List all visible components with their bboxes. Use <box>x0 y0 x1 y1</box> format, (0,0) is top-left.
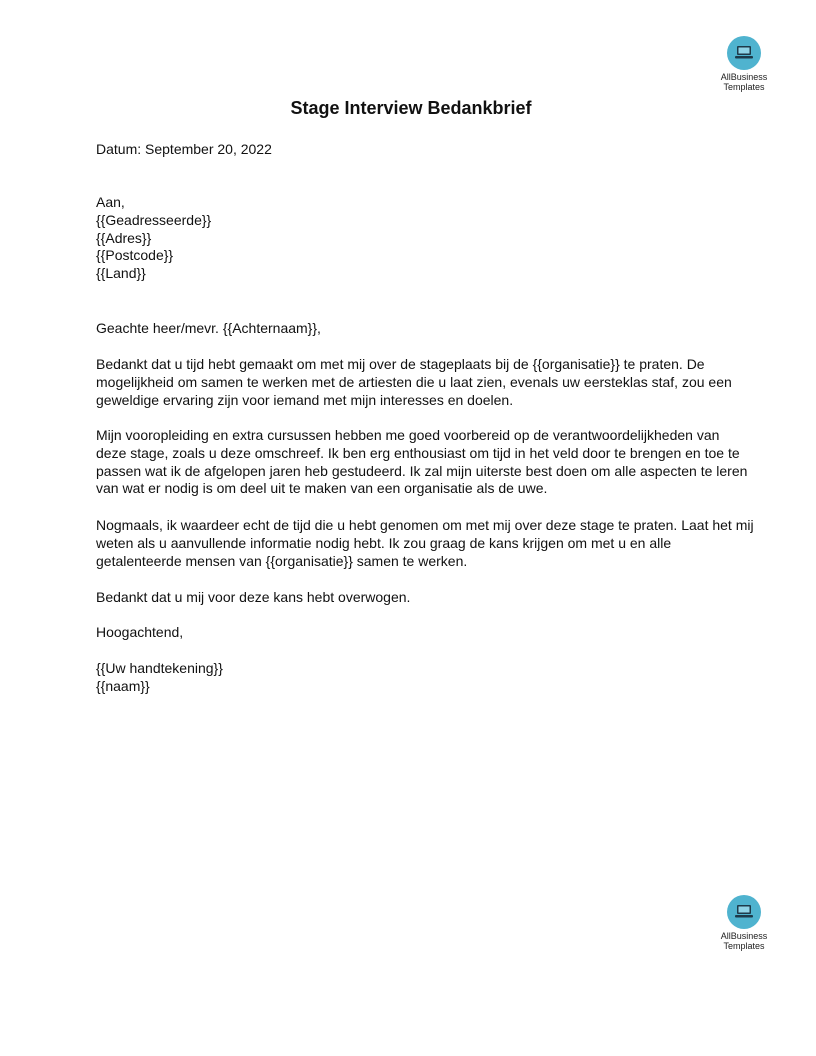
address-postcode: {{Postcode}} <box>96 247 174 264</box>
logo-text: AllBusiness Templates <box>720 931 768 951</box>
allbusiness-logo-top <box>712 36 776 92</box>
address-addressee: {{Geadresseerde}} <box>96 211 212 228</box>
laptop-icon <box>727 895 761 929</box>
document-title: Stage Interview Bedankbrief <box>290 98 532 118</box>
paragraph-3: Nogmaals, ik waardeer echt de tijd die u hebt genomen om met mij over deze stage te praten. Laat het mij weten als u aanvullende informatie nodig hebt. Ik zou graag de kans krijgen om met u en alle getalenteerde mensen van {{organisatie}} samen te werken. <box>96 517 754 569</box>
allbusiness-logo-bottom <box>712 895 776 951</box>
paragraph-4: Bedankt dat u mij voor deze kans hebt overwogen. <box>96 589 411 605</box>
letter-date: Datum: September 20, 2022 <box>96 141 272 157</box>
address-street: {{Adres}} <box>96 229 152 246</box>
laptop-icon <box>727 36 761 70</box>
paragraph-1: Bedankt dat u tijd hebt gemaakt om met mij over de stageplaats bij de {{organisatie}} te praten. De mogelijkheid om samen te werken met de artiesten die u laat zien, evenals uw eersteklas staf, zou een geweldige ervaring zijn voor iemand met mijn interesses en doelen. <box>96 356 732 408</box>
signature-block <box>96 660 736 696</box>
address-country: {{Land}} <box>96 265 146 282</box>
address-to: Aan, <box>96 194 125 210</box>
paragraph-2: Mijn vooropleiding en extra cursussen hebben me goed voorbereid op de verantwoordelijkheden van deze stage, zoals u deze omschreef. Ik ben erg enthousiast om tijd in het veld door te brengen en toe te passen wat ik de afgelopen jaren heb gestudeerd. Ik zal mijn uiterste best doen om alle aspecten te leren van wat er nodig is om deel uit te maken van een organisatie als de uwe. <box>96 427 748 497</box>
closing: Hoogachtend, <box>96 624 184 640</box>
name-placeholder: {{naam}} <box>96 677 150 694</box>
logo-text: AllBusiness Templates <box>720 72 768 92</box>
signature-placeholder: {{Uw handtekening}} <box>96 660 223 676</box>
salutation: Geachte heer/mevr. {{Achternaam}}, <box>96 320 321 336</box>
recipient-address <box>96 194 736 283</box>
